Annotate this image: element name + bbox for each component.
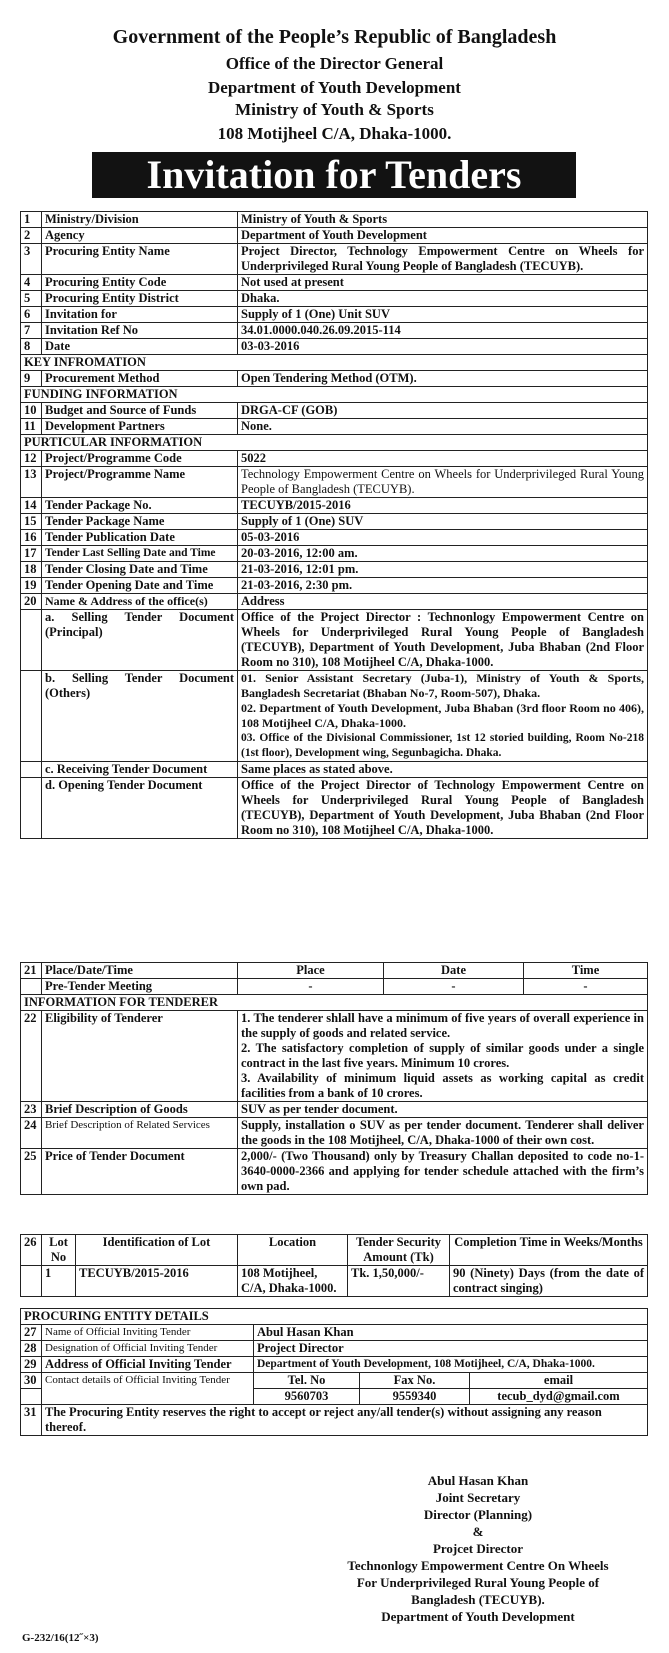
table-row: 2 Agency Department of Youth Development	[21, 228, 648, 244]
tenderer-info-table	[20, 994, 648, 1195]
table-header-row: 26 Lot No Identification of Lot Location Tender Security Amount (Tk) Completion Time in Weeks/Months	[21, 1235, 648, 1266]
table-row: 19 Tender Opening Date and Time 21-03-2016, 2:30 pm.	[21, 578, 648, 594]
footer-code: G-232/16(12˝×3)	[22, 1632, 99, 1644]
section-heading: FUNDING INFORMATION	[21, 387, 648, 403]
table-row: d. Opening Tender Document Office of the Project Director of Technology Empowerment Centre on Wheels for Underprivileged Rural Young People of Bangladesh (TECUYB), Department of Youth Development, Juba Bhaban (2nd Floor Room no 310), 108 Motijheel C/A, Dhaka-1000.	[21, 778, 648, 839]
table-row: 23 Brief Description of Goods SUV as per tender document.	[21, 1102, 648, 1118]
table-row: 9560703 9559340 tecub_dyd@gmail.com	[21, 1389, 648, 1405]
signatory-org: Department of Youth Development	[381, 1609, 575, 1624]
table-row: 1 Ministry/Division Ministry of Youth & Sports	[21, 212, 648, 228]
signatory-org: For Underprivileged Rural Young People of	[356, 1575, 600, 1590]
procuring-entity-table	[20, 1308, 648, 1436]
table-row: 3 Procuring Entity Name Project Director, Technology Empowerment Centre on Wheels for Underprivileged Rural Young People of Bangladesh (TECUYB).	[21, 244, 648, 275]
tender-info-table	[20, 211, 648, 839]
table-header-row: 30 Contact details of Official Inviting Tender Tel. No Fax No. email	[21, 1373, 648, 1389]
signature-block	[310, 1472, 646, 1625]
table-row: 31 The Procuring Entity reserves the right to accept or reject any/all tender(s) without assigning any reason thereof.	[21, 1405, 648, 1436]
signatory-title: Director (Planning)	[423, 1507, 533, 1522]
table-row: 11 Development Partners None.	[21, 419, 648, 435]
page-title-banner: Invitation for Tenders	[92, 152, 576, 198]
office-address-1: 01. Senior Assistant Secretary (Juba-1), Ministry of Youth & Sports, Bangladesh Secretariat (Bhaban No-7, Room-507), Dhaka.	[241, 671, 644, 700]
eligibility-item: 3. Availability of minimum liquid assets as working capital as credit facilities from a bank of 10 crores.	[241, 1071, 644, 1100]
table-row: 20 Name & Address of the office(s) Address	[21, 594, 648, 610]
signatory-org: Bangladesh (TECUYB).	[411, 1592, 545, 1607]
table-row: 22 Eligibility of Tenderer 1. The tenderer shlall have a minimum of five years of overall experience in the supply of goods and related service. 2. The satisfactory completion of supply of similar goods under a single contract in the last five years. Minimum 10 crores. 3. Availability of minimum liquid assets as working capital as credit facilities from a bank of 10 crores.	[21, 1011, 648, 1102]
signatory-name: Abul Hasan Khan	[427, 1473, 529, 1488]
table-row: 6 Invitation for Supply of 1 (One) Unit SUV	[21, 307, 648, 323]
header-office: Office of the Director General	[225, 54, 444, 73]
eligibility-item: 1. The tenderer shlall have a minimum of five years of overall experience in the supply of goods and related service.	[241, 1011, 644, 1040]
table-row: c. Receiving Tender Document Same places as stated above.	[21, 762, 648, 778]
table-row: 15 Tender Package Name Supply of 1 (One) SUV	[21, 514, 648, 530]
section-heading: INFORMATION FOR TENDERER	[21, 995, 648, 1011]
office-address-2: 02. Department of Youth Development, Juba Bhaban (3rd floor Room no 406), 108 Motijheel C/A, Dhaka-1000.	[241, 701, 644, 730]
header-address: 108 Motijheel C/A, Dhaka-1000.	[217, 124, 452, 143]
table-row: 28 Designation of Official Inviting Tender Project Director	[21, 1341, 648, 1357]
table-row: 25 Price of Tender Document 2,000/- (Two Thousand) only by Treasury Challan deposited to code no-1-3640-0000-2366 and applying for tender schedule attached with the firm’s own pad.	[21, 1149, 648, 1195]
table-row: 10 Budget and Source of Funds DRGA-CF (GOB)	[21, 403, 648, 419]
signatory-title: Joint Secretary	[435, 1490, 521, 1505]
table-row: 5 Procuring Entity District Dhaka.	[21, 291, 648, 307]
table-row: 14 Tender Package No. TECUYB/2015-2016	[21, 498, 648, 514]
table-row: 13 Project/Programme Name Technology Empowerment Centre on Wheels for Underprivileged Rural Young People of Bangladesh (TECUYB).	[21, 467, 648, 498]
pre-tender-table	[20, 962, 648, 995]
table-row: 12 Project/Programme Code 5022	[21, 451, 648, 467]
table-row: 21 Place/Date/Time Place Date Time	[21, 963, 648, 979]
eligibility-item: 2. The satisfactory completion of supply of similar goods under a single contract in the last five years. Minimum 10 crores.	[241, 1041, 644, 1070]
signatory-org: Technonlogy Empowerment Centre On Wheels	[347, 1558, 609, 1573]
table-row: 7 Invitation Ref No 34.01.0000.040.26.09.2015-114	[21, 323, 648, 339]
header-government: Government of the People’s Republic of Bangladesh	[112, 26, 557, 48]
table-row: 24 Brief Description of Related Services Supply, installation o SUV as per tender document. Tenderer shall deliver the goods in the 108 Motijheel, C/A, Dhaka-1000 of their own cost.	[21, 1118, 648, 1149]
table-row: 9 Procurement Method Open Tendering Method (OTM).	[21, 371, 648, 387]
section-heading: PROCURING ENTITY DETAILS	[21, 1309, 648, 1325]
table-row: 1 TECUYB/2015-2016 108 Motijheel, C/A, Dhaka-1000. Tk. 1,50,000/- 90 (Ninety) Days (from the date of contract singing)	[21, 1266, 648, 1297]
table-row: 27 Name of Official Inviting Tender Abul Hasan Khan	[21, 1325, 648, 1341]
table-row: Pre-Tender Meeting - - -	[21, 979, 648, 995]
table-row: 16 Tender Publication Date 05-03-2016	[21, 530, 648, 546]
table-row: 8 Date 03-03-2016	[21, 339, 648, 355]
office-address-3: 03. Office of the Divisional Commissioner, 1st 12 storied building, Room No-218 (1st floor), Development wing, Segunbagicha. Dhaka.	[241, 732, 644, 759]
table-row: a. Selling Tender Document (Principal) Office of the Project Director : Technonlogy Empowerment Centre on Wheels for Underprivileged Rural Young People of Bangladesh (TECUYB), Department of Youth Development, Juba Bhaban (2nd Floor Room no 310), 108 Motijheel C/A, Dhaka-1000.	[21, 610, 648, 671]
table-row: 17 Tender Last Selling Date and Time 20-03-2016, 12:00 am.	[21, 546, 648, 562]
table-row: b. Selling Tender Document (Others) 01. Senior Assistant Secretary (Juba-1), Ministry of Youth & Sports, Bangladesh Secretariat (Bhaban No-7, Room-507), Dhaka. 02. Department of Youth Development, Juba Bhaban (3rd floor Room no 406), 108 Motijheel C/A, Dhaka-1000. 03. Office of the Divisional Commissioner, 1st 12 storied building, Room No-218 (1st floor), Development wing, Segunbagicha. Dhaka.	[21, 671, 648, 762]
section-heading: PURTICULAR INFORMATION	[21, 435, 648, 451]
signatory-ampersand: &	[472, 1524, 484, 1539]
table-row: 4 Procuring Entity Code Not used at present	[21, 275, 648, 291]
table-row: 18 Tender Closing Date and Time 21-03-2016, 12:01 pm.	[21, 562, 648, 578]
header-ministry: Ministry of Youth & Sports	[235, 100, 434, 119]
lot-table	[20, 1234, 648, 1297]
table-row: 29 Address of Official Inviting Tender Department of Youth Development, 108 Motijheel, C/A, Dhaka-1000.	[21, 1357, 648, 1373]
signatory-title: Projcet Director	[432, 1541, 524, 1556]
section-heading: KEY INFROMATION	[21, 355, 648, 371]
header-department: Department of Youth Development	[208, 78, 461, 97]
